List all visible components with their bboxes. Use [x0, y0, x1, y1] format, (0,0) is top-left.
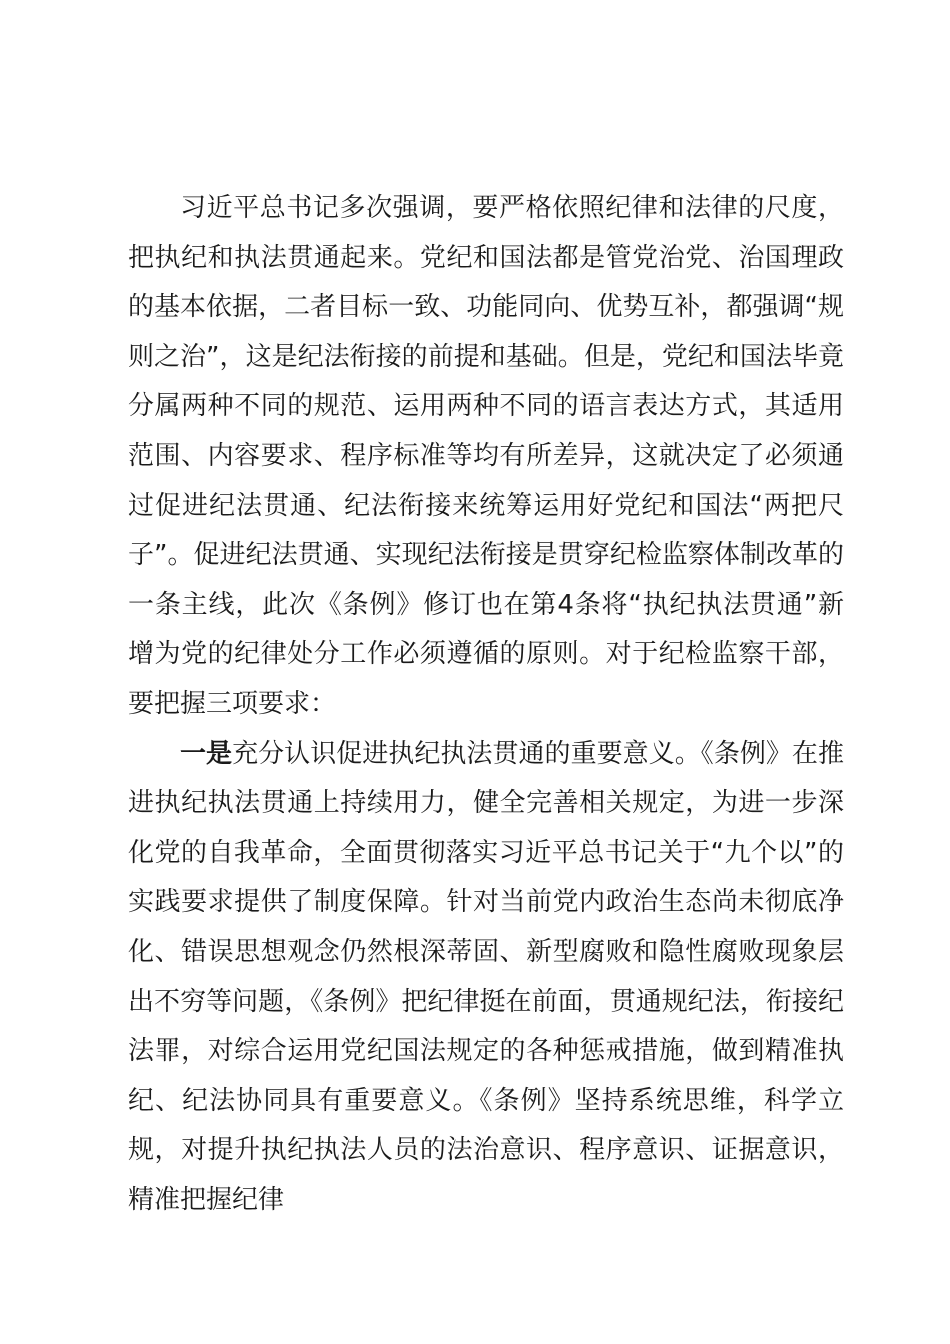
- document-body: [128, 184, 844, 1225]
- paragraph-point-one-text: 充分认识促进执纪执法贯通的重要意义。《条例》在推进执纪执法贯通上持续用力，健全完善相关规定，为进一步深化党的自我革命，全面贯彻落实习近平总书记关于“九个以”的实践要求提供了制度保障。针对当前党内政治生态尚未彻底净化、错误思想观念仍然根深蒂固、新型腐败和隐性腐败现象层出不穷等问题，《条例》把纪律挺在前面，贯通规纪法，衔接纪法罪，对综合运用党纪国法规定的各种惩戒措施，做到精准执纪、纪法协同具有重要意义。《条例》坚持系统思维，科学立规，对提升执纪执法人员的法治意识、程序意识、证据意识，精准把握纪律: [128, 738, 844, 1215]
- paragraph-intro: [128, 184, 844, 730]
- paragraph-point-one-lead: 一是: [180, 738, 233, 769]
- paragraph-point-one: [128, 730, 844, 1226]
- paragraph-intro-text: 习近平总书记多次强调，要严格依照纪律和法律的尺度，把执纪和执法贯通起来。党纪和国法都是管党治党、治国理政的基本依据，二者目标一致、功能同向、优势互补，都强调“规则之治”，这是纪法衔接的前提和基础。但是，党纪和国法毕竟分属两种不同的规范、运用两种不同的语言表达方式，其适用范围、内容要求、程序标准等均有所差异，这就决定了必须通过促进纪法贯通、纪法衔接来统筹运用好党纪和国法“两把尺子”。促进纪法贯通、实现纪法衔接是贯穿纪检监察体制改革的一条主线，此次《条例》修订也在第4条将“执纪执法贯通”新增为党的纪律处分工作必须遵循的原则。对于纪检监察干部，要把握三项要求：: [128, 193, 844, 719]
